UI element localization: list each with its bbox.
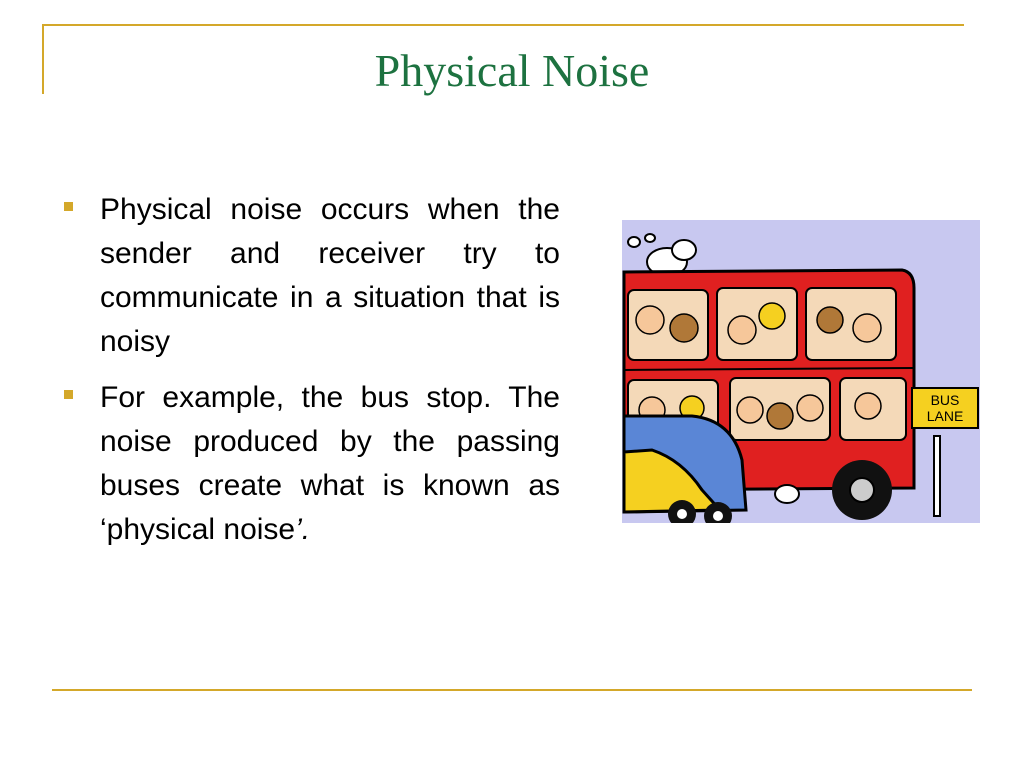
frame-top-line <box>42 24 964 26</box>
sign-line-1: BUS <box>930 392 960 408</box>
footer-rule <box>52 689 972 691</box>
bus-wheel <box>832 460 892 520</box>
exhaust-cloud <box>628 234 696 276</box>
bullet-list <box>60 188 560 564</box>
bus-cartoon-illustration <box>622 220 980 531</box>
bullet-text-main: For example, the bus stop. The noise produced by the passing buses create what is known as ‘physical noise <box>100 381 560 546</box>
square-bullet-icon <box>64 202 73 211</box>
sign-line-2: LANE <box>926 408 964 424</box>
bullet-text-end: ’. <box>295 513 311 546</box>
bus-scene-drawing <box>622 220 980 531</box>
bullet-item <box>60 376 560 552</box>
bus-lane-sign <box>912 388 978 516</box>
bullet-text <box>100 376 560 552</box>
slide-title: Physical Noise <box>374 45 650 96</box>
square-bullet-icon <box>64 390 73 399</box>
bullet-item <box>60 188 560 364</box>
bullet-text: Physical noise occurs when the sender and receiver try to communicate in a situation that is noisy <box>100 193 560 358</box>
